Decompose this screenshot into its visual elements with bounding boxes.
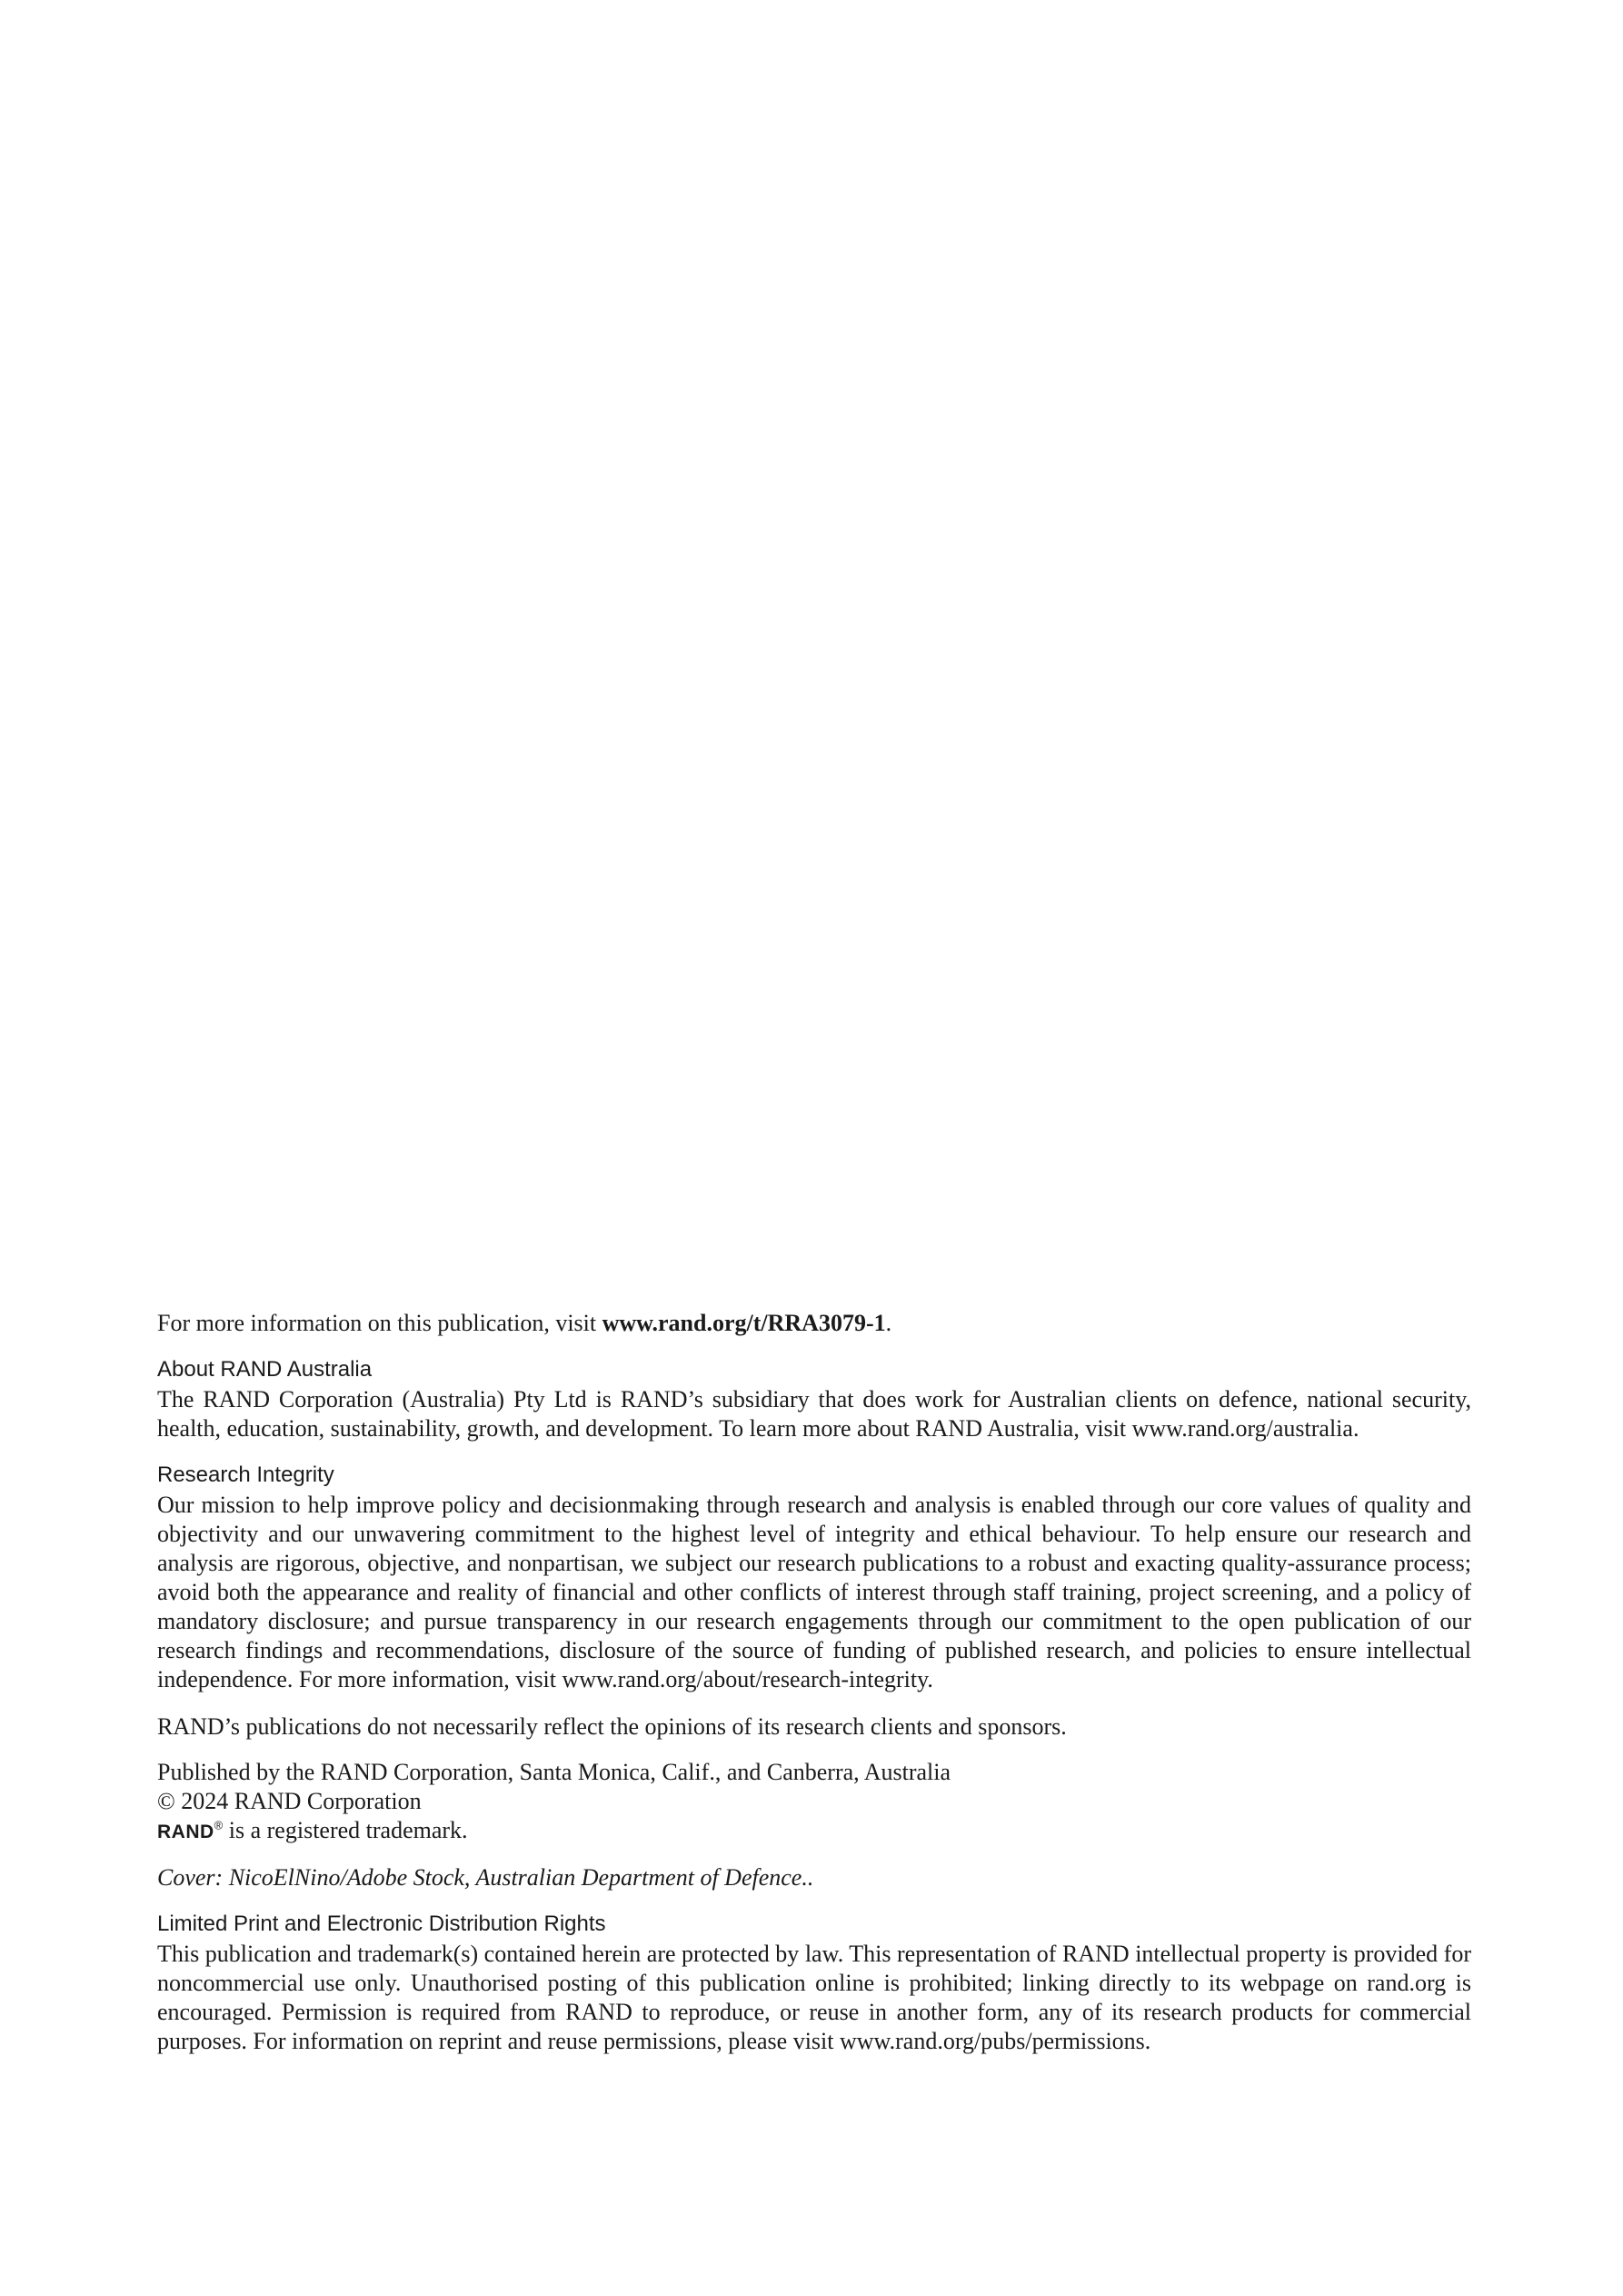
about-section xyxy=(157,1356,1471,1443)
registered-symbol: ® xyxy=(214,1818,224,1832)
rights-heading: Limited Print and Electronic Distribution Rights xyxy=(157,1912,606,1936)
about-heading: About RAND Australia xyxy=(157,1357,373,1382)
rand-logo: RAND xyxy=(157,1822,214,1842)
publisher-block xyxy=(157,1758,1471,1847)
integrity-heading: Research Integrity xyxy=(157,1462,334,1487)
more-info-line xyxy=(157,1309,1471,1338)
disclaimer: RAND’s publications do not necessarily reflect the opinions of its research clients and sponsors. xyxy=(157,1713,1067,1740)
trademark-text: is a registered trademark. xyxy=(223,1817,468,1843)
about-body: The RAND Corporation (Australia) Pty Ltd is RAND’s subsidiary that does work for Australian clients on defence, national security, health, education, sustainability, growth, and development. To learn more about RAND Australia, visit www.rand.org/australia. xyxy=(157,1386,1471,1442)
copyright-line: © 2024 RAND Corporation xyxy=(157,1788,422,1814)
cover-credit: Cover: NicoElNino/Adobe Stock, Australian Department of Defence.. xyxy=(157,1864,814,1891)
publication-link[interactable]: www.rand.org/t/RRA3079-1 xyxy=(602,1310,886,1336)
more-info-period: . xyxy=(885,1310,892,1336)
integrity-section xyxy=(157,1462,1471,1694)
rights-body: This publication and trademark(s) contained herein are protected by law. This representation of RAND intellectual property is provided for noncommercial use only. Unauthorised posting of this publication online is prohibited; linking directly to its webpage on rand.org is encouraged. Permission is required from RAND to reproduce, or reuse in another form, any of its research products for commercial purposes. For information on reprint and reuse permissions, please visit www.rand.org/pubs/permissions. xyxy=(157,1941,1471,2054)
rights-section xyxy=(157,1911,1471,2056)
copyright-page xyxy=(157,1309,1471,2074)
integrity-body: Our mission to help improve policy and decisionmaking through research and analysis is enabled through our core values of quality and objectivity and our unwavering commitment to the highest level of integrity and ethical behaviour. To help ensure our research and analysis are rigorous, objective, and nonpartisan, we subject our research publications to a robust and exacting quality-assurance process; avoid both the appearance and reality of financial and other conflicts of interest through staff training, project screening, and a policy of mandatory disclosure; and pursue transparency in our research engagements through our commitment to the open publication of our research findings and recommendations, disclosure of the source of funding of published research, and policies to ensure intellectual independence. For more information, visit www.rand.org/about/research-integrity. xyxy=(157,1492,1471,1692)
more-info-text: For more information on this publication, visit xyxy=(157,1310,602,1336)
publisher-line: Published by the RAND Corporation, Santa Monica, Calif., and Canberra, Australia xyxy=(157,1759,951,1785)
trademark-line xyxy=(157,1816,1471,1847)
